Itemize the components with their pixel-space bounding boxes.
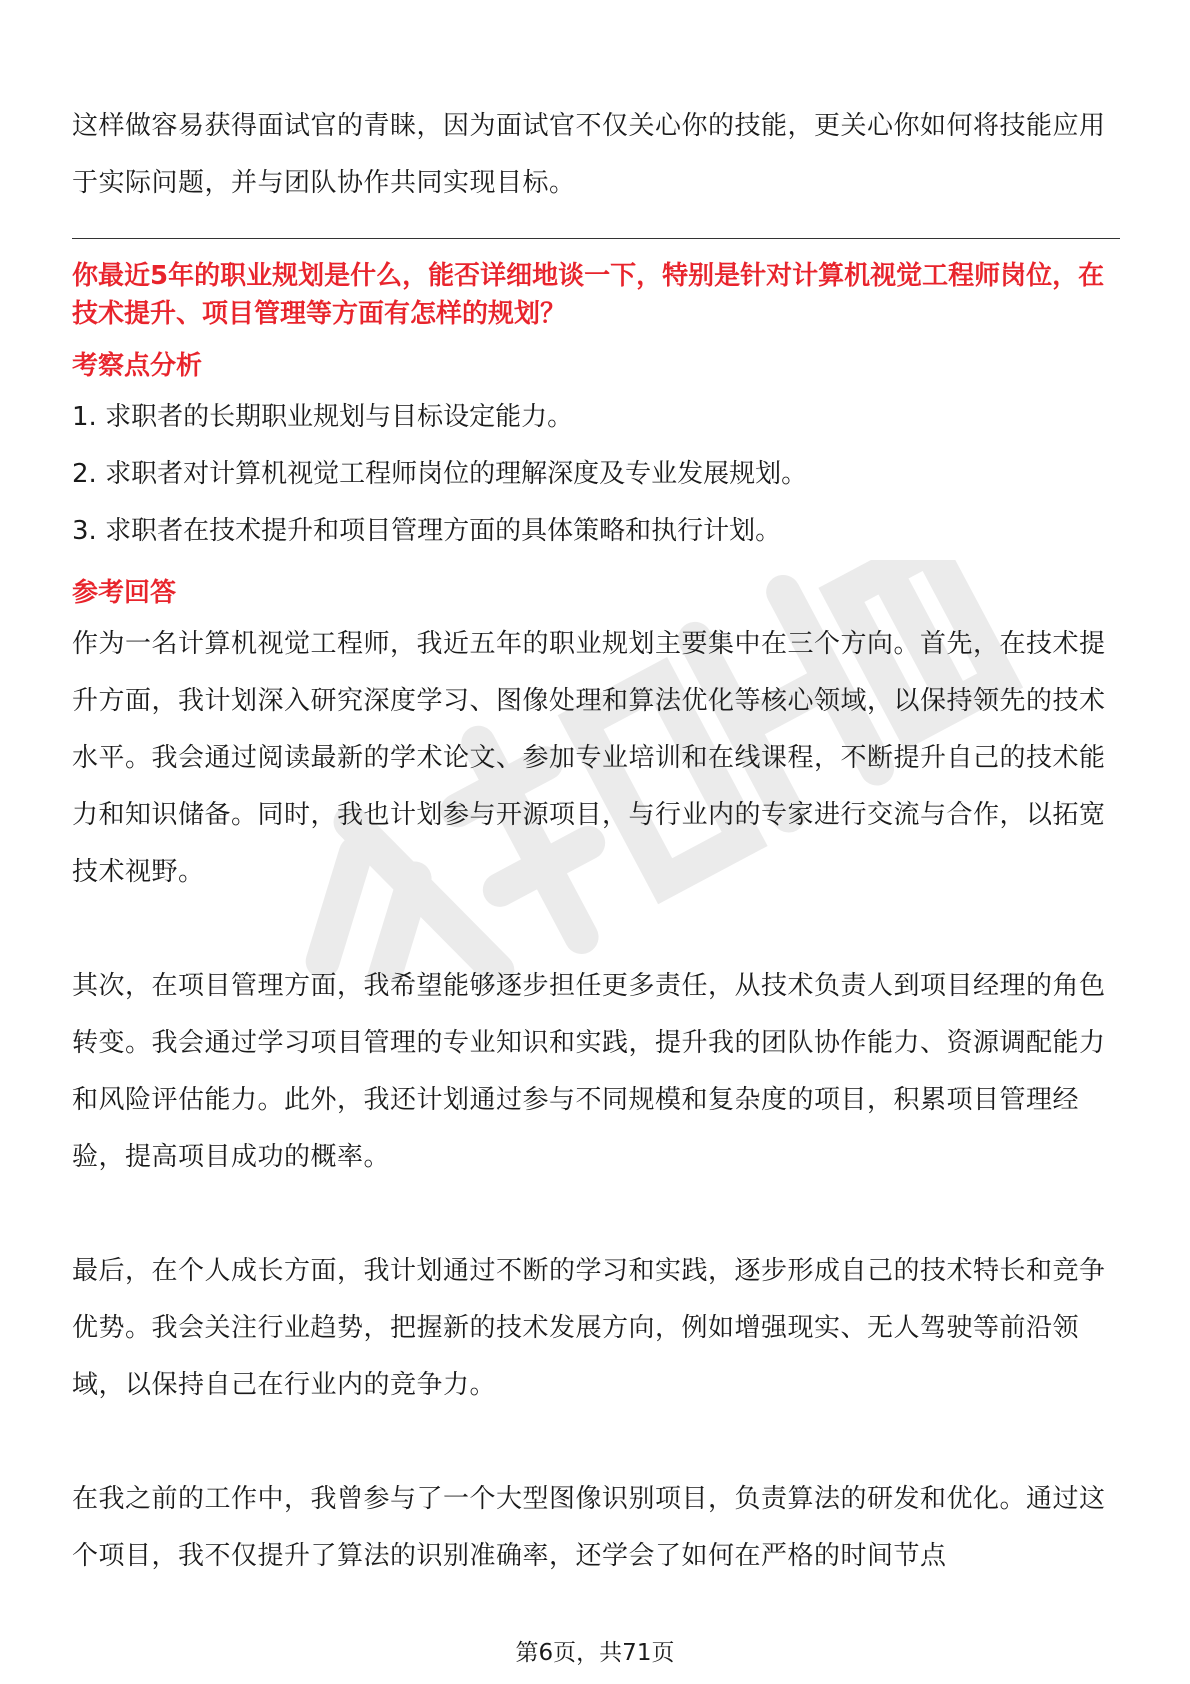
answer-paragraph: 其次，在项目管理方面，我希望能够逐步担任更多责任，从技术负责人到项目经理的角色转变。我会通过学习项目管理的专业知识和实践，提升我的团队协作能力、资源调配能力和风险评估能力。此外，我还计划通过参与不同规模和复杂度的项目，积累项目管理经验，提高项目成功的概率。 bbox=[72, 971, 1106, 1172]
page-content bbox=[72, 98, 1120, 1585]
paragraph-spacer bbox=[72, 1186, 1120, 1243]
paragraph-spacer bbox=[72, 1414, 1120, 1471]
page-number: 第6页，共71页 bbox=[515, 1640, 675, 1666]
list-item: 1. 求职者的长期职业规划与目标设定能力。 bbox=[72, 402, 574, 432]
analysis-list bbox=[72, 389, 1120, 560]
section-divider bbox=[72, 238, 1120, 239]
analysis-heading: 考察点分析 bbox=[72, 351, 203, 381]
intro-paragraph: 这样做容易获得面试官的青睐，因为面试官不仅关心你的技能，更关心你如何将技能应用于实际问题，并与团队协作共同实现目标。 bbox=[72, 111, 1106, 198]
answer-paragraph: 在我之前的工作中，我曾参与了一个大型图像识别项目，负责算法的研发和优化。通过这个项目，我不仅提升了算法的识别准确率，还学会了如何在严格的时间节点 bbox=[72, 1484, 1106, 1571]
interview-question: 你最近5年的职业规划是什么，能否详细地谈一下，特别是针对计算机视觉工程师岗位，在技术提升、项目管理等方面有怎样的规划？ bbox=[72, 261, 1105, 329]
answer-paragraph: 最后，在个人成长方面，我计划通过不断的学习和实践，逐步形成自己的技术特长和竞争优势。我会关注行业趋势，把握新的技术发展方向，例如增强现实、无人驾驶等前沿领域，以保持自己在行业内的竞争力。 bbox=[72, 1256, 1106, 1400]
answer-heading: 参考回答 bbox=[72, 578, 177, 608]
list-item: 3. 求职者在技术提升和项目管理方面的具体策略和执行计划。 bbox=[72, 516, 782, 546]
list-item: 2. 求职者对计算机视觉工程师岗位的理解深度及专业发展规划。 bbox=[72, 459, 808, 489]
answer-paragraph: 作为一名计算机视觉工程师，我近五年的职业规划主要集中在三个方向。首先，在技术提升方面，我计划深入研究深度学习、图像处理和算法优化等核心领域，以保持领先的技术水平。我会通过阅读最新的学术论文、参加专业培训和在线课程，不断提升自己的技术能力和知识储备。同时，我也计划参与开源项目，与行业内的专家进行交流与合作，以拓宽技术视野。 bbox=[72, 629, 1106, 887]
paragraph-spacer bbox=[72, 901, 1120, 958]
